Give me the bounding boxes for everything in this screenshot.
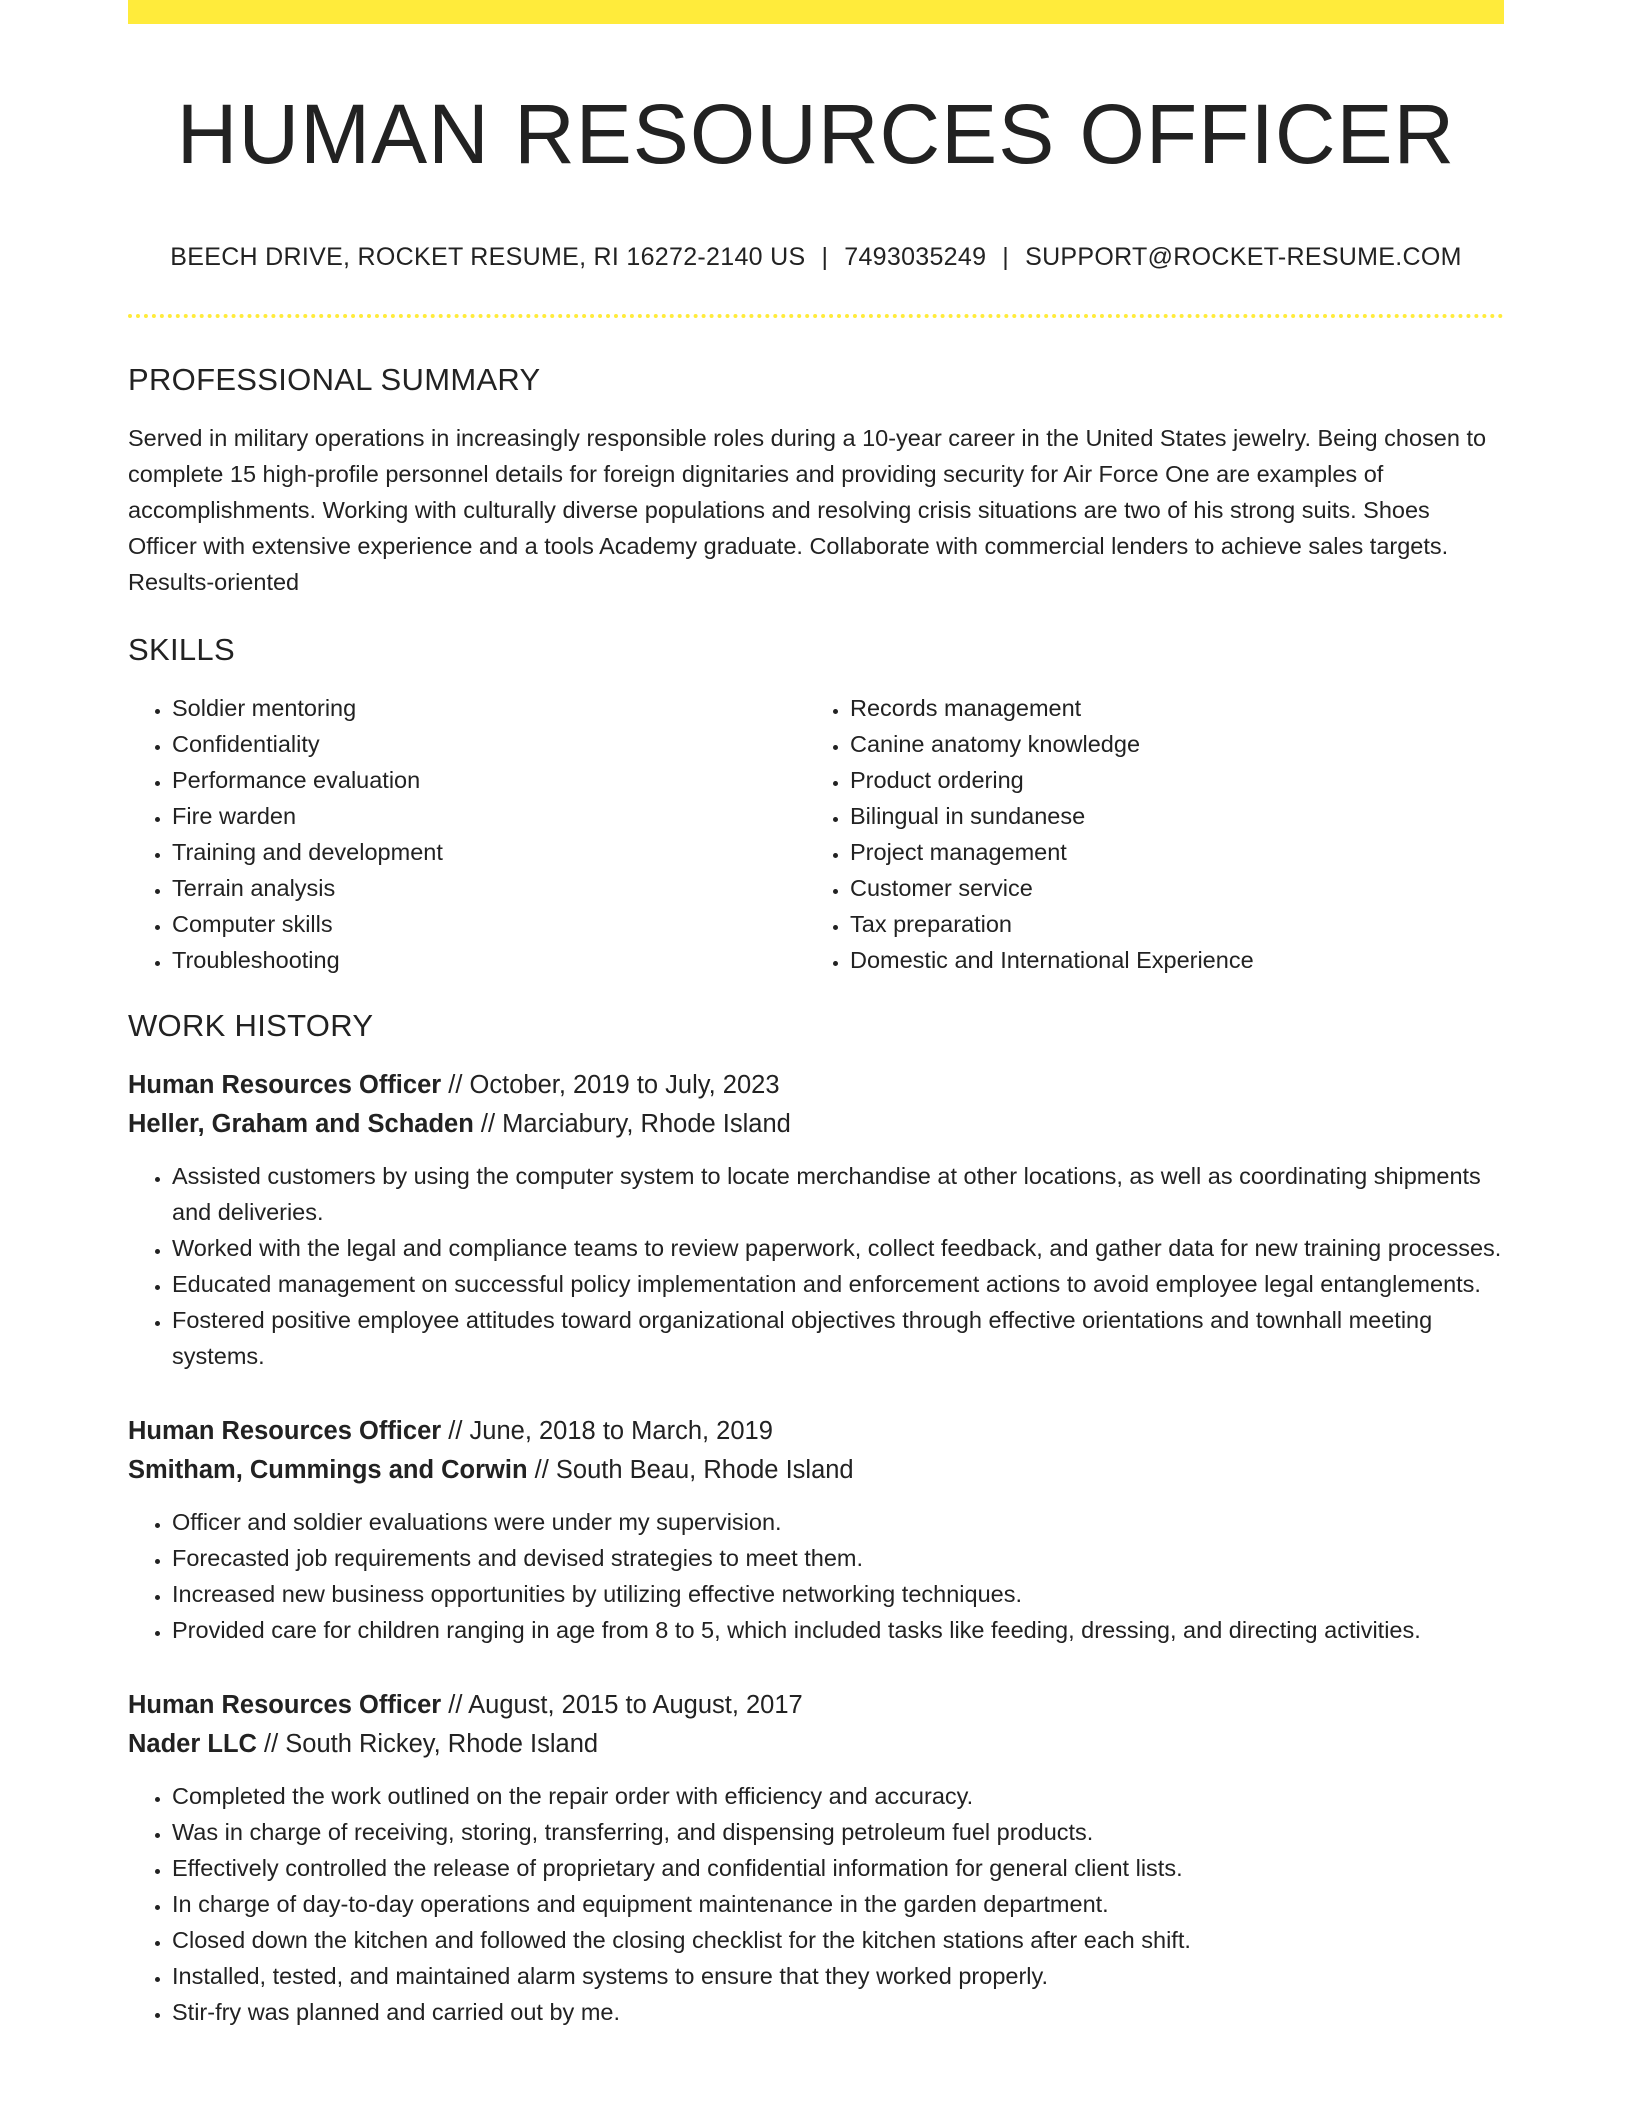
- skill-item: • Records management: [850, 690, 1484, 726]
- job-bullet: • Worked with the legal and compliance teams to review paperwork, collect feedback, and gather data for new training processes.: [172, 1230, 1504, 1266]
- skills-heading: SKILLS: [128, 632, 235, 667]
- skills-list-left: [128, 690, 806, 978]
- skill-item: • Computer skills: [172, 906, 806, 942]
- job-bullet: • Increased new business opportunities by utilizing effective networking techniques.: [172, 1576, 1504, 1612]
- skills-column-left: [128, 690, 806, 978]
- job-dates: // June, 2018 to March, 2019: [448, 1417, 773, 1445]
- contact-line: [128, 240, 1504, 274]
- job-bullets: [128, 1158, 1504, 1374]
- job-company: Nader LLC: [128, 1730, 257, 1758]
- job-role: Human Resources Officer: [128, 1691, 442, 1719]
- job-role: Human Resources Officer: [128, 1417, 442, 1445]
- contact-separator: |: [821, 243, 829, 271]
- skills-list-right: [806, 690, 1484, 978]
- skill-item: • Domestic and International Experience: [850, 942, 1484, 978]
- skills-grid: [128, 690, 1504, 978]
- job-bullets: [128, 1504, 1504, 1648]
- job-role: Human Resources Officer: [128, 1071, 442, 1099]
- summary-heading: PROFESSIONAL SUMMARY: [128, 362, 541, 397]
- job-bullet: • Closed down the kitchen and followed the closing checklist for the kitchen stations after each shift.: [172, 1922, 1504, 1958]
- skill-item: • Customer service: [850, 870, 1484, 906]
- job-bullet: • Fostered positive employee attitudes toward organizational objectives through effective orientations and townhall meeting systems.: [172, 1302, 1504, 1374]
- job-entry: [128, 1686, 1504, 2030]
- job-company-line: [128, 1451, 1504, 1490]
- summary-text: Served in military operations in increasingly responsible roles during a 10-year career in the United States jewelry. Being chosen to complete 15 high-profile personnel details for foreign dignitaries and providing security for Air Force One are examples of accomplishments. Working with culturally diverse populations and resolving crisis situations are two of his strong suits. Shoes Officer with extensive experience and a tools Academy graduate. Collaborate with commercial lenders to achieve sales targets. Results-oriented: [128, 425, 1487, 595]
- skill-item: • Confidentiality: [172, 726, 806, 762]
- job-bullet: • Provided care for children ranging in age from 8 to 5, which included tasks like feeding, dressing, and directing activities.: [172, 1612, 1504, 1648]
- job-bullet: • Stir-fry was planned and carried out by me.: [172, 1994, 1504, 2030]
- skill-item: • Fire warden: [172, 798, 806, 834]
- job-company: Smitham, Cummings and Corwin: [128, 1456, 528, 1484]
- job-company: Heller, Graham and Schaden: [128, 1110, 474, 1138]
- dotted-divider: [128, 314, 1504, 318]
- job-bullet: • Educated management on successful policy implementation and enforcement actions to avoid employee legal entanglements.: [172, 1266, 1504, 1302]
- work-history-heading: WORK HISTORY: [128, 1008, 374, 1043]
- job-bullet: • Forecasted job requirements and devised strategies to meet them.: [172, 1540, 1504, 1576]
- job-location: // Marciabury, Rhode Island: [480, 1110, 791, 1138]
- job-location: // South Beau, Rhode Island: [534, 1456, 854, 1484]
- job-bullet: • Was in charge of receiving, storing, transferring, and dispensing petroleum fuel products.: [172, 1814, 1504, 1850]
- job-entry: [128, 1412, 1504, 1648]
- contact-email: SUPPORT@ROCKET-RESUME.COM: [1025, 243, 1462, 271]
- skill-item: • Tax preparation: [850, 906, 1484, 942]
- skill-item: • Troubleshooting: [172, 942, 806, 978]
- resume-page: [128, 0, 1504, 2030]
- contact-separator: |: [1002, 243, 1010, 271]
- job-location: // South Rickey, Rhode Island: [264, 1730, 599, 1758]
- skill-item: • Canine anatomy knowledge: [850, 726, 1484, 762]
- job-bullet: • In charge of day-to-day operations and equipment maintenance in the garden department.: [172, 1886, 1504, 1922]
- skill-item: • Project management: [850, 834, 1484, 870]
- top-accent-bar: [128, 0, 1504, 24]
- job-bullets: [128, 1778, 1504, 2030]
- job-bullet: • Installed, tested, and maintained alarm systems to ensure that they worked properly.: [172, 1958, 1504, 1994]
- job-bullet: • Assisted customers by using the computer system to locate merchandise at other locations, as well as coordinating shipments and deliveries.: [172, 1158, 1504, 1230]
- skill-item: • Product ordering: [850, 762, 1484, 798]
- job-bullet: • Effectively controlled the release of proprietary and confidential information for general client lists.: [172, 1850, 1504, 1886]
- contact-address: BEECH DRIVE, ROCKET RESUME, RI 16272-2140 US: [170, 243, 806, 271]
- skill-item: • Training and development: [172, 834, 806, 870]
- resume-title: HUMAN RESOURCES OFFICER: [176, 87, 1456, 181]
- job-company-line: [128, 1105, 1504, 1144]
- job-dates: // August, 2015 to August, 2017: [448, 1691, 803, 1719]
- job-dates: // October, 2019 to July, 2023: [448, 1071, 780, 1099]
- skills-column-right: [806, 690, 1484, 978]
- job-bullet: • Officer and soldier evaluations were under my supervision.: [172, 1504, 1504, 1540]
- skill-item: • Soldier mentoring: [172, 690, 806, 726]
- job-role-line: [128, 1412, 1504, 1451]
- job-role-line: [128, 1686, 1504, 1725]
- skill-item: • Performance evaluation: [172, 762, 806, 798]
- job-bullet: • Completed the work outlined on the repair order with efficiency and accuracy.: [172, 1778, 1504, 1814]
- contact-phone: 7493035249: [844, 243, 987, 271]
- skill-item: • Bilingual in sundanese: [850, 798, 1484, 834]
- job-company-line: [128, 1725, 1504, 1764]
- job-role-line: [128, 1066, 1504, 1105]
- job-entry: [128, 1066, 1504, 1374]
- skill-item: • Terrain analysis: [172, 870, 806, 906]
